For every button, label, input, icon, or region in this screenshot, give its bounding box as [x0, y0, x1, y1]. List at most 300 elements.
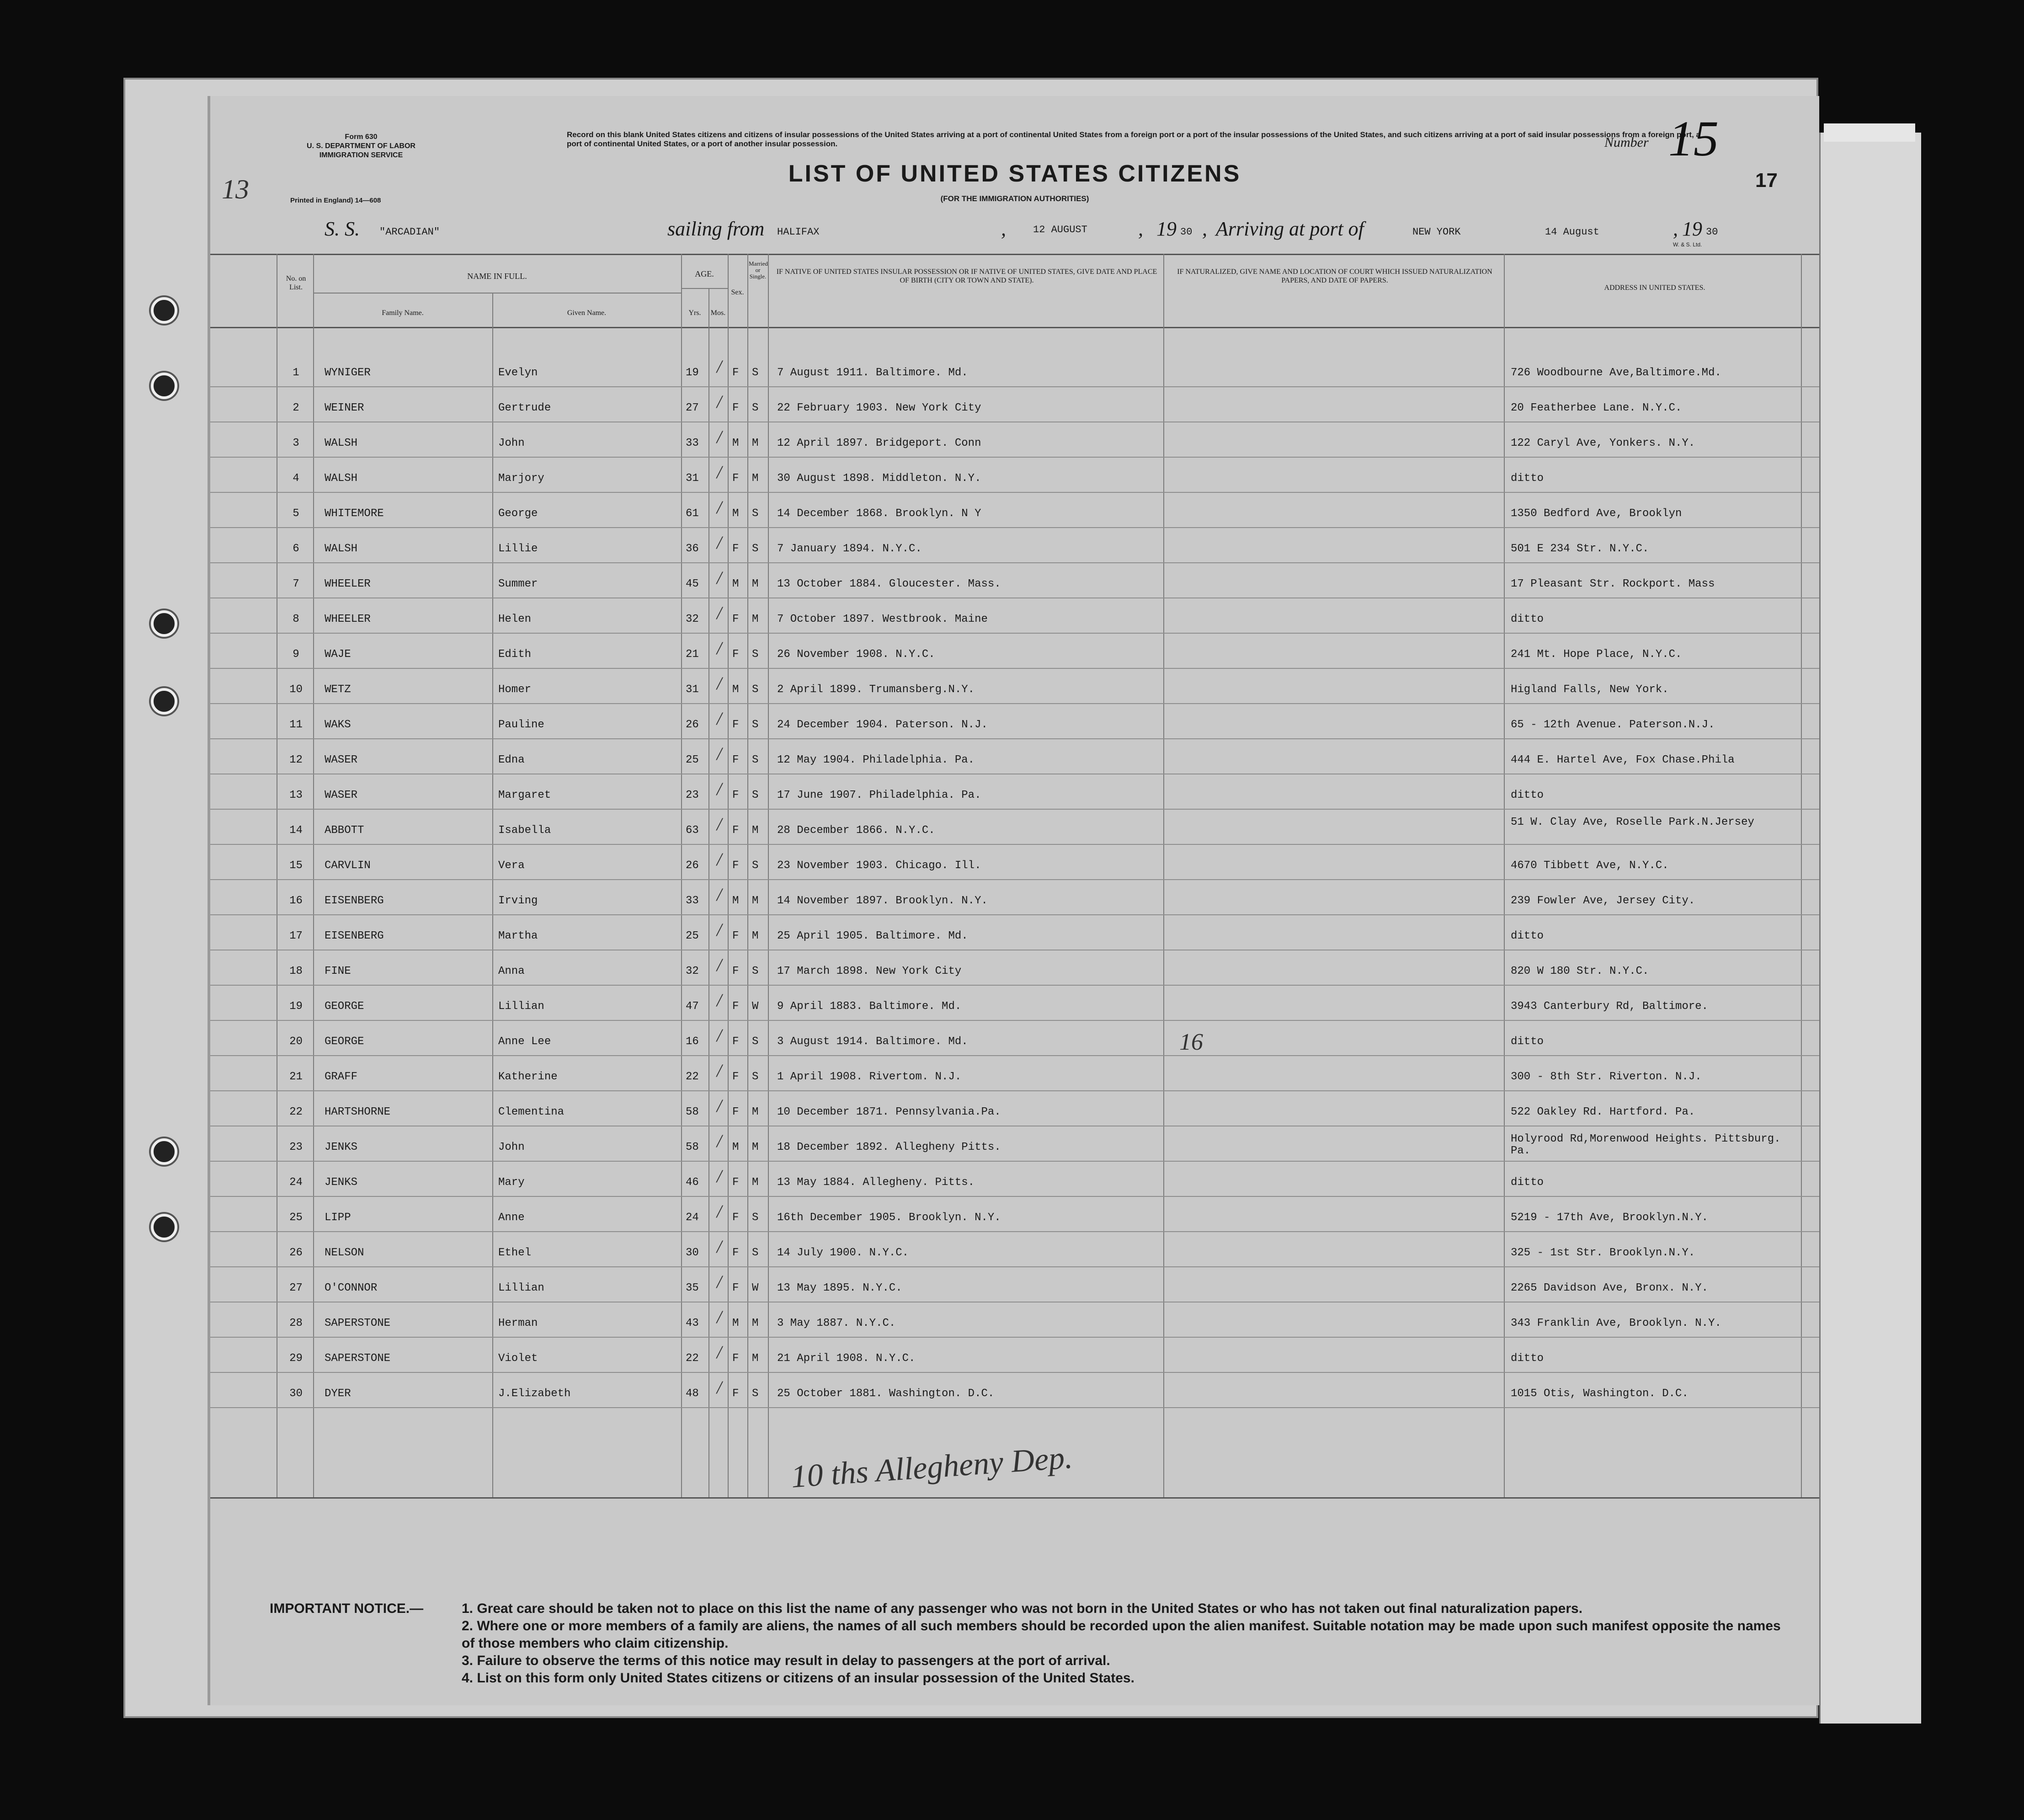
cell-no: 10 [289, 683, 303, 696]
col-no: No. on List. [286, 275, 306, 291]
table-row [210, 464, 1819, 500]
cell-given: Lillian [498, 1282, 544, 1294]
table-row [210, 391, 1819, 429]
row-rule [210, 527, 1819, 528]
notice-item-1: 1. Great care should be taken not to place on this list the name of any passenger who was not born in the United States or who has not taken out final naturalization papers. [462, 1601, 1583, 1616]
year-from: 30 [1180, 226, 1193, 238]
margin-annotation: 16 [1179, 1029, 1203, 1055]
cell-age: 35 [686, 1282, 699, 1294]
cell-address: 726 Woodbourne Ave,Baltimore.Md. [1511, 367, 1721, 379]
cell-sex: M [732, 507, 739, 520]
cell-birth: 13 May 1895. N.Y.C. [777, 1282, 902, 1294]
row-rule [210, 562, 1819, 563]
row-rule [210, 1090, 1819, 1091]
cell-sex: F [732, 859, 739, 872]
cell-family: NELSON [325, 1247, 364, 1259]
cell-sex: F [732, 1000, 739, 1013]
cell-birth: 7 October 1897. Westbrook. Maine [777, 613, 988, 625]
cell-address: 241 Mt. Hope Place, N.Y.C. [1511, 648, 1682, 661]
cell-given: Irving [498, 895, 538, 907]
cell-sex: F [732, 754, 739, 766]
cell-address: ditto [1511, 1352, 1544, 1365]
table-row [210, 1377, 1819, 1415]
cell-sex: F [732, 930, 739, 942]
cell-ms: S [752, 1212, 759, 1224]
passenger-rows [210, 356, 1819, 1488]
cell-birth: 26 November 1908. N.Y.C. [777, 648, 935, 661]
checkmark-icon: / [717, 497, 722, 518]
cell-no: 13 [289, 789, 303, 801]
cell-given: Lillian [498, 1000, 544, 1013]
checkmark-icon: / [717, 1060, 722, 1081]
cell-age: 32 [686, 965, 699, 977]
page-number: 17 [1755, 169, 1778, 192]
form-number: Form 630 [345, 133, 378, 141]
cell-age: 16 [686, 1035, 699, 1048]
cell-no: 7 [293, 578, 299, 590]
table-row [210, 567, 1819, 605]
table-row [210, 1342, 1819, 1380]
cell-family: WASER [325, 754, 358, 766]
cell-birth: 23 November 1903. Chicago. Ill. [777, 859, 981, 872]
department-name: U. S. DEPARTMENT OF LABOR [307, 142, 415, 150]
cell-address: 51 W. Clay Ave, Roselle Park.N.Jersey [1511, 816, 1754, 828]
cell-family: WALSH [325, 472, 358, 485]
cell-sex: F [732, 1176, 739, 1189]
printer-note: Printed in England) 14—608 [290, 197, 381, 204]
cell-age: 23 [686, 789, 699, 801]
port-to: NEW YORK [1412, 226, 1461, 238]
cell-sex: F [732, 1388, 739, 1400]
cell-birth: 25 October 1881. Washington. D.C. [777, 1388, 995, 1400]
cell-no: 15 [289, 859, 303, 872]
table-row [210, 990, 1819, 1028]
arriving-label: Arriving at port of [1216, 218, 1364, 240]
checkmark-icon: / [717, 919, 722, 940]
cell-no: 11 [289, 719, 303, 731]
table-row [210, 708, 1819, 746]
cell-address: 1015 Otis, Washington. D.C. [1511, 1388, 1688, 1400]
cell-ms: S [752, 965, 759, 977]
checkmark-icon: / [717, 1342, 722, 1362]
cell-ms: M [752, 437, 759, 449]
cell-birth: 3 August 1914. Baltimore. Md. [777, 1035, 968, 1048]
cell-given: Edith [498, 648, 532, 661]
col-age: AGE. [695, 269, 714, 278]
cell-family: FINE [325, 965, 351, 977]
cell-given: Vera [498, 859, 525, 872]
cell-age: 36 [686, 543, 699, 555]
date-to: 14 August [1545, 226, 1599, 238]
col-birth: IF NATIVE OF UNITED STATES INSULAR POSSESSION OR IF NATIVE OF UNITED STATES, GIVE DATE AND PLACE OF BIRTH (CITY OR TOWN AND STATE). [776, 268, 1157, 284]
cell-sex: F [732, 789, 739, 801]
cell-ms: W [752, 1000, 759, 1013]
cell-family: WYNIGER [325, 367, 371, 379]
cell-age: 27 [686, 402, 699, 414]
number-label: Number [1604, 135, 1649, 150]
checkmark-icon: / [717, 955, 722, 975]
cell-family: SAPERSTONE [325, 1352, 391, 1365]
cell-address: 444 E. Hartel Ave, Fox Chase.Phila [1511, 754, 1735, 766]
checkmark-icon: / [717, 849, 722, 870]
cell-given: Martha [498, 930, 538, 942]
cell-birth: 7 January 1894. N.Y.C. [777, 543, 922, 555]
cell-address: ditto [1511, 789, 1544, 801]
cell-sex: F [732, 965, 739, 977]
cell-birth: 12 May 1904. Philadelphia. Pa. [777, 754, 975, 766]
form-header [293, 133, 430, 160]
checkmark-icon: / [717, 1131, 722, 1151]
row-rule [210, 1337, 1819, 1338]
cell-family: WASER [325, 789, 358, 801]
row-rule [210, 844, 1819, 845]
cell-birth: 13 May 1884. Allegheny. Pitts. [777, 1176, 975, 1189]
table-row [210, 1271, 1819, 1309]
cell-age: 19 [686, 367, 699, 379]
notice-item-2: 2. Where one or more members of a family are aliens, the names of all such members should be recorded upon the alien manifest. Suitable notation may be made upon such manifest opposite the names of those members who claim citizenship. [462, 1618, 1781, 1651]
cell-ms: S [752, 789, 759, 801]
cell-sex: M [732, 683, 739, 696]
cell-no: 22 [289, 1106, 303, 1118]
table-row [210, 640, 1819, 676]
printer-mark: W. & S. Ltd. [1673, 241, 1702, 248]
checkmark-icon: / [717, 1025, 722, 1046]
cell-family: WALSH [325, 437, 358, 449]
cell-no: 14 [289, 824, 303, 837]
row-rule [210, 457, 1819, 458]
cell-no: 6 [293, 543, 299, 555]
handwritten-note: 10 ths Allegheny Dep. [790, 1440, 1074, 1495]
cell-given: George [498, 507, 538, 520]
cell-sex: F [732, 367, 739, 379]
cell-sex: F [732, 1071, 739, 1083]
row-rule [210, 1266, 1819, 1267]
cell-family: JENKS [325, 1176, 358, 1189]
cell-no: 23 [289, 1141, 303, 1153]
cell-given: Lillie [498, 543, 538, 555]
cell-birth: 28 December 1866. N.Y.C. [777, 824, 935, 837]
cell-given: Margaret [498, 789, 551, 801]
table-row [210, 497, 1819, 535]
cell-address: 2265 Davidson Ave, Bronx. N.Y. [1511, 1282, 1709, 1294]
cell-no: 30 [289, 1388, 303, 1400]
cell-given: Clementina [498, 1106, 565, 1118]
row-rule [210, 914, 1819, 915]
cell-ms: S [752, 648, 759, 661]
col-given-name: Given Name. [567, 309, 607, 317]
checkmark-icon: / [717, 673, 722, 694]
checkmark-icon: / [717, 391, 722, 412]
table-row [210, 429, 1819, 464]
col-married-single: Married or Single. [749, 260, 768, 280]
cell-sex: F [732, 1035, 739, 1048]
cell-family: EISENBERG [325, 895, 384, 907]
cell-age: 61 [686, 507, 699, 520]
cell-given: Pauline [498, 719, 544, 731]
cell-sex: M [732, 437, 739, 449]
cell-given: Violet [498, 1352, 538, 1365]
cell-age: 32 [686, 613, 699, 625]
binder-hole [151, 297, 177, 324]
cell-birth: 17 March 1898. New York City [777, 965, 962, 977]
cell-age: 48 [686, 1388, 699, 1400]
cell-age: 26 [686, 719, 699, 731]
cell-sex: F [732, 613, 739, 625]
cell-sex: F [732, 472, 739, 485]
cell-sex: F [732, 719, 739, 731]
service-name: IMMIGRATION SERVICE [319, 151, 403, 159]
col-sex: Sex. [731, 288, 744, 296]
cell-birth: 10 December 1871. Pennsylvania.Pa. [777, 1106, 1001, 1118]
cell-no: 17 [289, 930, 303, 942]
cell-no: 24 [289, 1176, 303, 1189]
cell-no: 21 [289, 1071, 303, 1083]
cell-given: Gertrude [498, 402, 551, 414]
checkmark-icon: / [717, 1095, 722, 1116]
notice-item-4: 4. List on this form only United States citizens or citizens of an insular possession of the United States. [462, 1671, 1135, 1686]
sailing-from-label: sailing from [667, 218, 765, 240]
cell-address: 3943 Canterbury Rd, Baltimore. [1511, 1000, 1709, 1013]
cell-given: Homer [498, 683, 532, 696]
cell-age: 43 [686, 1317, 699, 1329]
binder-hole [151, 1214, 177, 1240]
cell-no: 26 [289, 1247, 303, 1259]
checkmark-icon: / [717, 427, 722, 447]
cell-ms: S [752, 1388, 759, 1400]
date-from: 12 AUGUST [1033, 224, 1087, 235]
cell-address: 5219 - 17th Ave, Brooklyn.N.Y. [1511, 1212, 1709, 1224]
cell-ms: S [752, 859, 759, 872]
cell-given: Ethel [498, 1247, 532, 1259]
notice-items [462, 1600, 1796, 1687]
cell-family: HARTSHORNE [325, 1106, 391, 1118]
row-rule [210, 1196, 1819, 1197]
cell-age: 24 [686, 1212, 699, 1224]
cell-ms: S [752, 1247, 759, 1259]
manifest-page: Form 630 U. S. DEPARTMENT OF LABOR IMMIGRATION SERVICE Printed in England) 14—608 13 Record on this blank United States citizens and citizens of insular possessions of the United States arriving at a port of continental United States from a foreign port or a port of the insular possessions of the United States, and such citizens arriving at a port of said insular possessions from a foreign port, a port of continental United States, or a port of another insular possession. LIST OF UNITED STATES CITIZENS (FOR THE IMMIGRATION AUTHORITIES) Number 15 17 S. S. "ARCADIAN" sailing from HALIFAX , 12 AUGUST , 19 30 , Arriving at port of NEW YORK 14 August , 19 30 W. & S. Ltd. No. on List. NAME IN FULL. Family Name. Given Name. AGE. Yrs. Mos. Sex. Married or Single. IF NATIVE OF UNITED STATES INSULAR POSSESSION OR IF NATIVE OF UNITED STATES, GIVE DATE AND PLACE OF BIRTH (CITY OR TOWN AND STATE). IF NATURALIZED, GIVE NAME AND LOCATION OF COURT WHICH ISSUED NATURALIZATION PAPERS, AND DATE OF PAPERS. ADDRESS IN UNITED STATES. 1 WYNIGER Evelyn 19 F S 7 August 1911. Baltimore. Md. 726 Woodbourne Ave,Baltimore.Md. / 2 WEINER Gertrude 27 F S 22 February 1903. New York City 20 Featherbee Lane. N.Y.C. / 3 WALSH John 33 M M 12 April 1897. Bridgeport. Conn 122 Caryl Ave, Yonkers. N.Y. / 4 WALSH Marjory 31 F M 30 August 1898. Middleton. N.Y. ditto / 5 WHITEMORE George 61 M S 14 December 1868. Brooklyn. N Y 1350 Bedford Ave, Brooklyn / 6 WALSH Lillie 36 F S 7 January 1894. N.Y.C. 501 E 234 Str. N.Y.C. / 7 WHEELER Summer 45 M M 13 October 1884. Gloucester. Mass. 17 Pleasant Str. Rockport. Mass / 8 WHEELER Helen 32 F M 7 October 1897. Westbrook. Maine ditto / 9 WAJE Edith 21 F S 26 November 1908. N.Y.C. 241 Mt. Hope Place, N.Y.C. / 10 WETZ Homer 31 M S 2 April 1899. Trumansberg.N.Y. Higland Falls, New York. / 11 WAKS Pauline 26 F S 24 December 1904. Paterson. N.J. 65 - 12th Avenue. Paterson.N.J. / 12 WASER Edna 25 F S 12 May 1904. Philadelphia. Pa. 444 E. Hartel Ave, Fox Chase.Phila / 13 WASER Margaret 23 F S 17 June 1907. Philadelphia. Pa. ditto / 14 ABBOTT Isabella 63 F M 28 December 1866. N.Y.C. 51 W. Clay Ave, Roselle Park.N.Jersey / 15 CARVLIN Vera 26 F S 23 November 1903. Chicago. Ill. 4670 Tibbett Ave, N.Y.C. / 16 EISENBERG Irving 33 M M 14 November 1897. Brooklyn. N.Y. 239 Fowler Ave, Jersey City. / 17 EISENBERG Martha 25 F M 25 April 1905. Baltimore. Md. ditto / 18 FINE Anna 32 F S 17 March 1898. New York City 820 W 180 Str. N.Y.C. / 19 GEORGE Lillian 47 F W 9 April 1883. Baltimore. Md. 3943 Canterbury Rd, Baltimore. / 20 GEORGE Anne Lee 16 F S 3 August 1914. Baltimore. Md. ditto / 21 GRAFF Katherine 22 F S 1 April 1908. Rivertom. N.J. 300 - 8th Str. Riverton. N.J. / 22 HARTSHORNE Clementina 58 F M 10 December 1871. Pennsylvania.Pa. 522 Oakley Rd. Hartford. Pa. / 23 JENKS John 58 M M 18 December 1892. Allegheny Pitts. Holyrood Rd,Morenwood Heights. Pittsburg. Pa. / 24 JENKS Mary 46 F M 13 May 1884. Allegheny. Pitts. ditto / 25 LIPP Anne 24 F S 16th December 1905. Brooklyn. N.Y. 5219 - 17th Ave, Brooklyn.N.Y. / 26 NELSON Ethel 30 F S 14 July 1900. N.Y.C. 325 - 1st Str. Brooklyn.N.Y. / 27 O'CONNOR Lillian 35 F W 13 May 1895. N.Y.C. 2265 Davidson Ave, Bronx. N.Y. / 28 SAPERSTONE Herman 43 M M 3 May 1887. N.Y.C. 343 Franklin Ave, Brooklyn. N.Y. / 29 SAPERSTONE Violet 22 F M 21 April 1908. N.Y.C. ditto / 30 DYER J.Elizabeth 48 F S 25 October 1881. Washington. D.C. 1015 Otis, Washington. D.C. / 16 10 ths Allegheny Dep. IMPORTANT NOTICE.— 1. Great care should be taken not to place on this list the name of any passenger who was not born in the United States or who has not taken out final naturalization papers. 2. Where one or more members of a family are aliens, the names of all such members should be recorded upon the alien manifest. Suitable notation may be made upon such manifest opposite the names of those members who claim citizenship. 3. Failure to observe the terms of this notice may result in delay to passengers at the port of arrival. 4. List on this form only United States citizens or citizens of an insular possession of the United States. [210, 96, 1819, 1705]
binder-hole [151, 373, 177, 399]
cell-age: 31 [686, 472, 699, 485]
table-row [210, 1236, 1819, 1274]
row-rule [210, 809, 1819, 810]
notice-item-3: 3. Failure to observe the terms of this notice may result in delay to passengers at the port of arrival. [462, 1653, 1110, 1668]
checkmark-icon: / [717, 884, 722, 905]
cell-sex: F [732, 1212, 739, 1224]
cell-address: 4670 Tibbett Ave, N.Y.C. [1511, 859, 1669, 872]
cell-address: 122 Caryl Ave, Yonkers. N.Y. [1511, 437, 1695, 449]
row-rule [210, 668, 1819, 669]
cell-age: 30 [686, 1247, 699, 1259]
cell-ms: S [752, 683, 759, 696]
cell-ms: M [752, 824, 759, 837]
cell-address: ditto [1511, 930, 1544, 942]
cell-age: 58 [686, 1106, 699, 1118]
row-rule [210, 703, 1819, 704]
cell-family: WAJE [325, 648, 351, 661]
cell-age: 58 [686, 1141, 699, 1153]
checkmark-icon: / [717, 1201, 722, 1222]
cell-ms: S [752, 719, 759, 731]
cell-ms: S [752, 402, 759, 414]
cell-given: John [498, 437, 525, 449]
cell-sex: F [732, 1282, 739, 1294]
cell-ms: S [752, 1071, 759, 1083]
cell-no: 29 [289, 1352, 303, 1365]
cell-given: Anne Lee [498, 1035, 551, 1048]
cell-family: DYER [325, 1388, 351, 1400]
col-months: Mos. [710, 309, 726, 317]
page-subtitle: (FOR THE IMMIGRATION AUTHORITIES) [940, 194, 1089, 203]
cell-given: Herman [498, 1317, 538, 1329]
table-row [210, 957, 1819, 993]
table-row [210, 356, 1819, 394]
cell-birth: 22 February 1903. New York City [777, 402, 981, 414]
cell-family: ABBOTT [325, 824, 364, 837]
checkmark-icon: / [717, 462, 722, 482]
checkmark-icon: / [717, 603, 722, 623]
cell-address: 522 Oakley Rd. Hartford. Pa. [1511, 1106, 1695, 1118]
checkmark-icon: / [717, 567, 722, 588]
cell-ms: S [752, 507, 759, 520]
row-rule [210, 1372, 1819, 1373]
checkmark-icon: / [717, 638, 722, 658]
cell-given: Katherine [498, 1071, 558, 1083]
notice-label: IMPORTANT NOTICE.— [270, 1601, 424, 1616]
cell-sex: F [732, 543, 739, 555]
cell-address: ditto [1511, 1035, 1544, 1048]
cell-ms: M [752, 895, 759, 907]
cell-age: 46 [686, 1176, 699, 1189]
cell-address: ditto [1511, 472, 1544, 485]
cell-no: 19 [289, 1000, 303, 1013]
table-row [210, 814, 1819, 852]
cell-family: WHEELER [325, 578, 371, 590]
cell-sex: M [732, 1317, 739, 1329]
cell-address: 1350 Bedford Ave, Brooklyn [1511, 507, 1682, 520]
cell-no: 5 [293, 507, 299, 520]
cell-sex: M [732, 1141, 739, 1153]
cell-family: EISENBERG [325, 930, 384, 942]
cell-ms: S [752, 543, 759, 555]
cell-birth: 14 July 1900. N.Y.C. [777, 1247, 909, 1259]
cell-family: CARVLIN [325, 859, 371, 872]
cell-birth: 1 April 1908. Rivertom. N.J. [777, 1071, 962, 1083]
cell-family: SAPERSTONE [325, 1317, 391, 1329]
col-naturalized: IF NATURALIZED, GIVE NAME AND LOCATION OF COURT WHICH ISSUED NATURALIZATION PAPERS, AND DATE OF PAPERS. [1177, 268, 1492, 284]
port-from: HALIFAX [777, 226, 820, 238]
row-rule [210, 879, 1819, 880]
cell-given: Helen [498, 613, 532, 625]
row-rule [210, 1407, 1819, 1408]
col-address: ADDRESS IN UNITED STATES. [1604, 284, 1705, 292]
cell-birth: 14 November 1897. Brooklyn. N.Y. [777, 895, 988, 907]
row-rule [210, 1231, 1819, 1232]
table-row [210, 673, 1819, 711]
cell-age: 25 [686, 930, 699, 942]
checkmark-icon: / [717, 532, 722, 553]
row-rule [210, 738, 1819, 739]
cell-birth: 21 April 1908. N.Y.C. [777, 1352, 916, 1365]
cell-address: 325 - 1st Str. Brooklyn.N.Y. [1511, 1247, 1695, 1259]
cell-age: 33 [686, 437, 699, 449]
table-row [210, 1025, 1819, 1063]
cell-family: O'CONNOR [325, 1282, 378, 1294]
table-row [210, 1309, 1819, 1345]
cell-birth: 9 April 1883. Baltimore. Md. [777, 1000, 962, 1013]
table-row [210, 884, 1819, 922]
checkmark-icon: / [717, 1166, 722, 1186]
table-row [210, 605, 1819, 640]
cell-no: 12 [289, 754, 303, 766]
cell-no: 4 [293, 472, 299, 485]
cell-family: GRAFF [325, 1071, 358, 1083]
cell-family: JENKS [325, 1141, 358, 1153]
cell-birth: 13 October 1884. Gloucester. Mass. [777, 578, 1001, 590]
cell-address: 343 Franklin Ave, Brooklyn. N.Y. [1511, 1317, 1721, 1329]
cell-address: ditto [1511, 1176, 1544, 1189]
cell-birth: 30 August 1898. Middleton. N.Y. [777, 472, 981, 485]
col-years: Yrs. [688, 309, 701, 317]
binder-hole [151, 1138, 177, 1165]
year-prefix-2: 19 [1682, 218, 1702, 240]
cell-family: WHEELER [325, 613, 371, 625]
row-rule [210, 985, 1819, 986]
checkmark-icon: / [717, 1271, 722, 1292]
ship-name: "ARCADIAN" [379, 226, 440, 238]
cell-sex: F [732, 1106, 739, 1118]
table-row [210, 1133, 1819, 1169]
cell-no: 3 [293, 437, 299, 449]
cell-no: 1 [293, 367, 299, 379]
table-row [210, 1060, 1819, 1098]
checkmark-icon: / [717, 356, 722, 377]
cell-ms: S [752, 754, 759, 766]
cell-family: WALSH [325, 543, 358, 555]
table-row [210, 1095, 1819, 1133]
row-rule [210, 1020, 1819, 1021]
cell-given: Isabella [498, 824, 551, 837]
cell-ms: W [752, 1282, 759, 1294]
cell-family: WHITEMORE [325, 507, 384, 520]
cell-address: Holyrood Rd,Morenwood Heights. Pittsburg. Pa. [1511, 1133, 1781, 1157]
cell-birth: 3 May 1887. N.Y.C. [777, 1317, 896, 1329]
col-family-name: Family Name. [382, 309, 424, 317]
checkmark-icon: / [717, 743, 722, 764]
year-to: 30 [1706, 226, 1718, 238]
cell-sex: F [732, 824, 739, 837]
cell-ms: M [752, 930, 759, 942]
cell-address: 300 - 8th Str. Riverton. N.J. [1511, 1071, 1702, 1083]
cell-ms: M [752, 1317, 759, 1329]
underlying-sheet-right [1819, 133, 1921, 1724]
cell-ms: S [752, 367, 759, 379]
cell-birth: 17 June 1907. Philadelphia. Pa. [777, 789, 981, 801]
cell-family: GEORGE [325, 1035, 364, 1048]
binder-hole [151, 610, 177, 637]
cell-address: 820 W 180 Str. N.Y.C. [1511, 965, 1649, 977]
cell-address: 239 Fowler Ave, Jersey City. [1511, 895, 1695, 907]
cell-ms: M [752, 1106, 759, 1118]
cell-given: Marjory [498, 472, 544, 485]
row-rule [210, 492, 1819, 493]
cell-family: WETZ [325, 683, 351, 696]
cell-sex: M [732, 578, 739, 590]
binder-hole [151, 688, 177, 715]
cell-birth: 16th December 1905. Brooklyn. N.Y. [777, 1212, 1001, 1224]
checkmark-icon: / [717, 1377, 722, 1398]
table-row [210, 781, 1819, 817]
cell-birth: 2 April 1899. Trumansberg.N.Y. [777, 683, 975, 696]
